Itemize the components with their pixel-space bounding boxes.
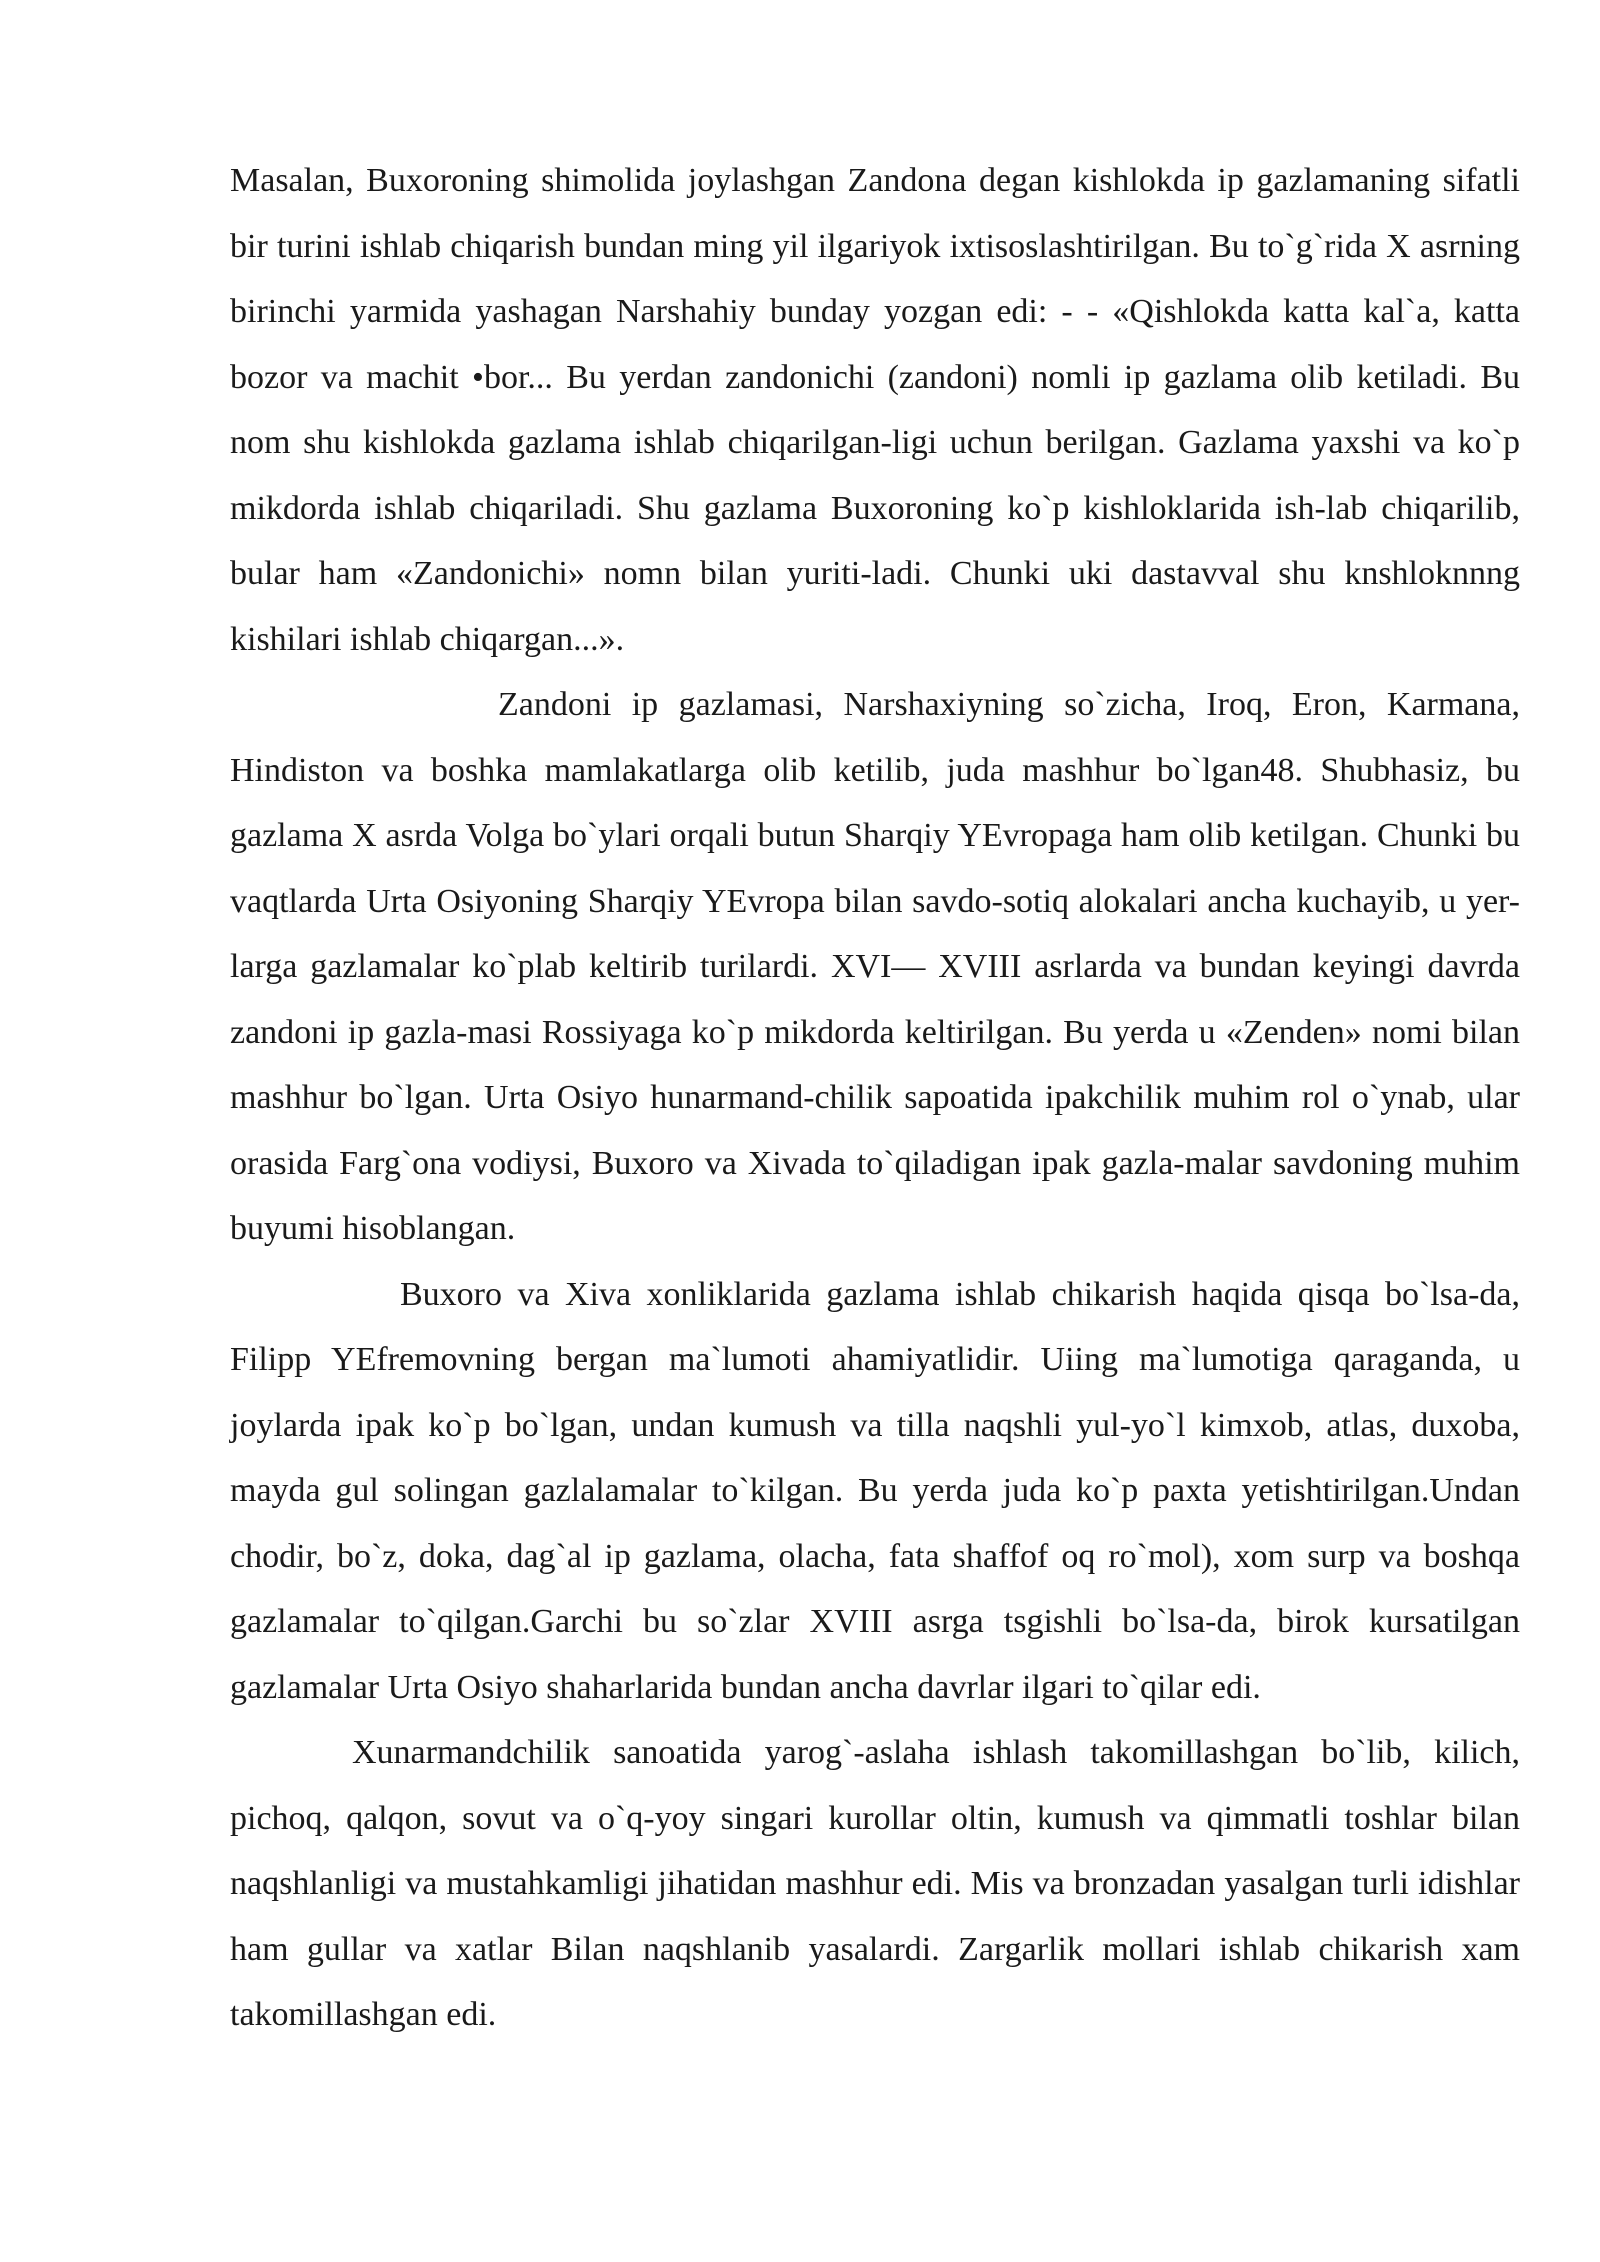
- paragraph-zandona: Masalan, Buxoroning shimolida joylashgan Zandona degan kishlokda ip gazlamaning sifatli bir turini ishlab chiqarish bundan ming yil ilgariyok ixtisoslashtirilgan. Bu to`g`rida X asrning birinchi yarmida yashagan Narshahiy bunday yozgan edi: - - «Qishlokda katta kal`a, katta bozor va machit •bor... Bu yerdan zandonichi (zandoni) nomli ip gazlama olib ketiladi. Bu nom shu kishlokda gazlama ishlab chiqarilgan-ligi uchun berilgan. Gazlama yaxshi va ko`p mikdorda ishlab chiqariladi. Shu gazlama Buxoroning ko`p kishloklarida ish-lab chiqarilib, bular ham «Zandonichi» nomn bilan yuriti-ladi. Chunki uki dastavval shu knshloknnng kishilari ishlab chiqargan...».: [230, 162, 1520, 658]
- paragraph-efremov: Buxoro va Xiva xonliklarida gazlama ishlab chikarish haqida qisqa bo`lsa-da, Filipp YEfremovning bergan ma`lumoti ahamiyatlidir. Uiing ma`lumotiga qaraganda, u joylarda ipak ko`p bo`lgan, undan kumush va tilla naqshli yul-yo`l kimxob, atlas, duxoba, mayda gul solingan gazlalamalar to`kilgan. Bu yerda juda ko`p paxta yetishtirilgan.Undan chodir, bo`z, doka, dag`al ip gazlama, olacha, fata shaffof oq ro`mol), xom surp va boshqa gazlamalar to`qilgan.Garchi bu so`zlar XVIII asrga tsgishli bo`lsa-da, birok kursatilgan gazlamalar Urta Osiyo shaharlarida bundan ancha davrlar ilgari to`qilar edi.: [230, 1275, 1520, 1706]
- paragraph-weapons-crafts: Xunarmandchilik sanoatida yarog`-aslaha ishlash takomillashgan bo`lib, kilich, pichoq, qalqon, sovut va o`q-yoy singari kurollar oltin, kumush va qimmatli toshlar bilan naqshlanligi va mustahkamligi jihatidan mashhur edi. Mis va bronzadan yasalgan turli idishlar ham gullar va xatlar Bilan naqshlanib yasalardi. Zargarlik mollari ishlab chikarish xam takomillashgan edi.: [230, 1734, 1520, 2033]
- paragraph-zandoni-trade: Zandoni ip gazlamasi, Narshaxiyning so`zicha, Iroq, Eron, Karmana, Hindiston va boshka mamlakatlarga olib ketilib, juda mashhur bo`lgan48. Shubhasiz, bu gazlama X asrda Volga bo`ylari orqali butun Sharqiy YEvropaga ham olib ketilgan. Chunki bu vaqtlarda Urta Osiyoning Sharqiy YEvropa bilan savdo-sotiq alokalari ancha kuchayib, u yer-larga gazlamalar ko`plab keltirib turilardi. XVI— XVIII asrlarda va bundan keyingi davrda zandoni ip gazla-masi Rossiyaga ko`p mikdorda keltirilgan. Bu yerda u «Zenden» nomi bilan mashhur bo`lgan. Urta Osiyo hunarmand-chilik sapoatida ipakchilik muhim rol o`ynab, ular orasida Farg`ona vodiysi, Buxoro va Xivada to`qiladigan ipak gazla-malar savdoning muhim buyumi hisoblangan.: [230, 686, 1520, 1247]
- body-text: [230, 148, 1520, 2048]
